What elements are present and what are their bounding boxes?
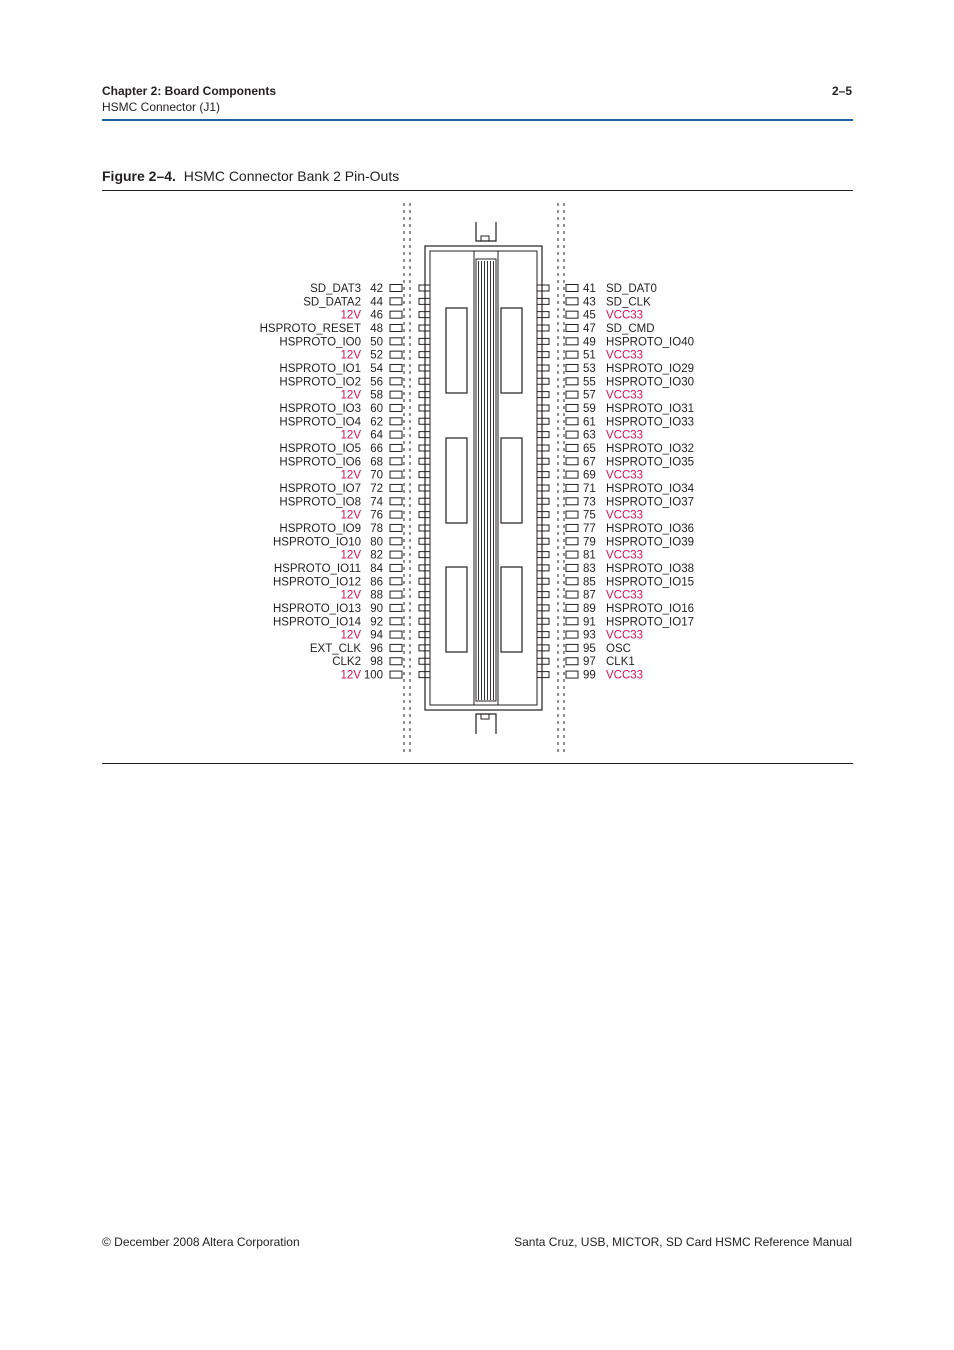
footer-copyright: © December 2008 Altera Corporation [102,1235,300,1249]
pin-stub [537,378,549,384]
pin-pad [390,618,402,625]
bottom-key [476,714,496,734]
pin-pad [390,458,402,465]
pin-pad [390,311,402,318]
pin-number: 59 [583,402,596,415]
pin-pad [566,298,578,305]
pin-number: 68 [370,456,383,469]
pin-pad [566,391,578,398]
connector-window [501,438,522,523]
pin-signal-name: HSPROTO_IO6 [279,456,361,469]
bottom-key-notch [481,714,489,719]
pin-signal-name: VCC33 [606,549,644,562]
pin-pad [390,471,402,478]
pin-signal-name: HSPROTO_IO8 [279,496,361,509]
pin-number: 62 [370,416,383,429]
pin-number: 48 [370,322,383,335]
pin-signal-name: HSPROTO_IO4 [279,416,361,429]
pin-pad [566,404,578,411]
pin-signal-name: VCC33 [606,469,644,482]
pin-signal-name: HSPROTO_IO37 [606,496,694,509]
connector-window [446,308,467,393]
figure-title: HSMC Connector Bank 2 Pin-Outs [183,168,400,184]
pin-signal-name: 12V [340,309,361,322]
pin-signal-name: HSPROTO_IO2 [279,376,361,389]
pin-stub [537,658,549,664]
pin-pad [566,591,578,598]
pin-number: 92 [370,616,383,629]
page-number: 2–5 [831,84,852,98]
pin-signal-name: HSPROTO_IO16 [606,602,694,615]
pin-signal-name: EXT_CLK [309,642,361,655]
pin-signal-name: HSPROTO_IO11 [273,562,361,575]
pin-signal-name: HSPROTO_IO40 [606,336,694,349]
pin-number: 47 [583,322,596,335]
pin-signal-name: VCC33 [606,589,644,602]
pin-pad [566,471,578,478]
pin-pad [566,484,578,491]
pin-pad [390,578,402,585]
pin-number: 45 [583,309,596,322]
pin-number: 64 [370,429,383,442]
section-title: HSMC Connector (J1) [102,100,221,114]
pin-signal-name: SD_DAT3 [310,283,361,295]
pin-pad [390,338,402,345]
chapter-title: Chapter 2: Board Components [102,84,277,98]
pin-pad [566,551,578,558]
pin-signal-name: HSPROTO_IO35 [606,456,694,469]
pin-pad [390,671,402,678]
pin-number: 53 [583,362,596,375]
pin-number: 70 [370,469,383,482]
pin-signal-name: CLK1 [606,656,635,669]
pin-signal-name: 12V [340,429,361,442]
pin-signal-name: HSPROTO_IO0 [279,336,361,349]
pin-number: 76 [370,509,383,522]
pin-number: 100 [363,669,383,682]
pin-stub [537,418,549,424]
pin-pad [566,524,578,531]
pin-pad [566,564,578,571]
pin-pad [390,511,402,518]
pin-number: 93 [583,629,596,642]
pin-number: 73 [583,496,596,509]
pin-pad [390,404,402,411]
pin-stub [537,605,549,611]
pin-number: 67 [583,456,596,469]
pin-number: 65 [583,442,596,455]
pin-signal-name: SD_CMD [606,322,655,335]
pin-stub [537,552,549,558]
pin-signal-name: VCC33 [606,429,644,442]
pin-signal-name: HSPROTO_IO34 [606,482,694,495]
pin-pad [390,524,402,531]
pin-signal-name: VCC33 [606,349,644,362]
pin-stub [537,325,549,331]
pin-number: 61 [583,416,596,429]
pin-stub [537,512,549,518]
pin-pad [390,298,402,305]
pin-signal-name: HSPROTO_IO31 [606,402,694,415]
pin-stub [537,458,549,464]
connector-window [501,567,522,652]
pin-signal-name: HSPROTO_IO15 [606,576,694,589]
pin-signal-name: VCC33 [606,629,644,642]
pin-number: 99 [583,669,596,682]
pin-stub [537,578,549,584]
pin-stub [537,338,549,344]
pin-stub [537,672,549,678]
pin-pad [390,551,402,558]
pin-pad [566,338,578,345]
pin-number: 84 [370,562,383,575]
pin-signal-name: VCC33 [606,669,644,682]
pin-pad [390,285,402,292]
pin-stub [537,405,549,411]
pin-number: 72 [370,482,383,495]
pin-stub [537,298,549,304]
pin-signal-name: HSPROTO_IO30 [606,376,694,389]
pin-stub [537,538,549,544]
pin-pad [566,324,578,331]
footer-manual-title: Santa Cruz, USB, MICTOR, SD Card HSMC Reference Manual [514,1235,852,1249]
center-blade-inner [476,259,496,701]
pin-number: 51 [583,349,596,362]
pin-pad [566,644,578,651]
pin-signal-name: 12V [340,389,361,402]
pin-stub [537,445,549,451]
pin-number: 63 [583,429,596,442]
pin-signal-name: VCC33 [606,509,644,522]
pin-stub [537,632,549,638]
pin-pad [566,378,578,385]
pin-number: 60 [370,402,383,415]
figure-bottom-rule [102,763,853,764]
pin-pad [390,391,402,398]
pin-number: 80 [370,536,383,549]
pin-stub [537,618,549,624]
pin-pad [390,604,402,611]
pin-signal-name: SD_CLK [606,296,651,309]
pin-signal-name: OSC [606,642,631,655]
pin-signal-name: HSPROTO_IO12 [273,576,361,589]
pin-pad [390,538,402,545]
figure-number: Figure 2–4. [102,168,176,184]
pin-signal-name: 12V [340,349,361,362]
pin-signal-name: HSPROTO_IO3 [279,402,361,415]
pin-number: 41 [583,283,596,295]
pin-number: 55 [583,376,596,389]
pin-stub [537,365,549,371]
pin-pad [390,444,402,451]
pin-pad [566,498,578,505]
pin-number: 91 [583,616,596,629]
pin-pad [566,418,578,425]
pin-number: 52 [370,349,383,362]
pin-signal-name: HSPROTO_IO39 [606,536,694,549]
pin-signal-name: HSPROTO_IO5 [279,442,361,455]
connector-window [446,438,467,523]
pin-signal-name: VCC33 [606,309,644,322]
pin-stub [537,472,549,478]
pin-number: 87 [583,589,596,602]
pin-signal-name: VCC33 [606,389,644,402]
pin-number: 82 [370,549,383,562]
top-key [476,222,496,241]
pin-pad [566,618,578,625]
top-key-notch [481,236,489,241]
connector-outer-body [425,246,542,710]
pin-signal-name: HSPROTO_IO13 [273,602,361,615]
pin-pad [566,458,578,465]
pin-pad [390,631,402,638]
pin-number: 66 [370,442,383,455]
pin-stub [537,285,549,291]
pin-signal-name: HSPROTO_IO1 [279,362,361,375]
pin-number: 97 [583,656,596,669]
pin-pad [390,324,402,331]
pin-number: 75 [583,509,596,522]
pin-signal-name: HSPROTO_IO9 [279,522,361,535]
pin-signal-name: HSPROTO_IO32 [606,442,694,455]
pin-number: 56 [370,376,383,389]
pin-number: 78 [370,522,383,535]
pin-pad [566,351,578,358]
pin-number: 43 [583,296,596,309]
pin-number: 58 [370,389,383,402]
pin-number: 81 [583,549,596,562]
pin-list [260,283,695,682]
pin-stub [537,432,549,438]
pin-number: 90 [370,602,383,615]
pin-pad [390,484,402,491]
pin-signal-name: HSPROTO_IO38 [606,562,694,575]
pin-stub [537,565,549,571]
pin-signal-name: HSPROTO_IO17 [606,616,694,629]
pin-stub [537,312,549,318]
pin-number: 50 [370,336,383,349]
pin-pad [390,591,402,598]
pin-number: 57 [583,389,596,402]
pin-number: 83 [583,562,596,575]
pin-pad [566,364,578,371]
pin-signal-name: 12V [340,589,361,602]
pin-signal-name: 12V [340,469,361,482]
pin-signal-name: 12V [340,549,361,562]
pin-stub [537,392,549,398]
pin-pad [390,364,402,371]
pin-signal-name: 12V [340,509,361,522]
pin-number: 69 [583,469,596,482]
pin-pad [566,285,578,292]
pin-signal-name: 12V [340,669,361,682]
pin-number: 74 [370,496,383,509]
pin-number: 77 [583,522,596,535]
pin-signal-name: CLK2 [332,656,361,669]
pin-number: 49 [583,336,596,349]
pin-pad [390,658,402,665]
pin-pad [566,431,578,438]
pin-pad [390,564,402,571]
pin-stub [537,498,549,504]
pin-signal-name: 12V [340,629,361,642]
pin-pad [566,671,578,678]
center-blade [474,251,498,705]
pin-number: 46 [370,309,383,322]
pin-pad [390,644,402,651]
pin-number: 44 [370,296,383,309]
pin-number: 95 [583,642,596,655]
pin-signal-name: HSPROTO_IO7 [279,482,361,495]
pin-pad [566,631,578,638]
pin-number: 88 [370,589,383,602]
pin-stub [537,525,549,531]
pin-number: 98 [370,656,383,669]
pin-number: 85 [583,576,596,589]
connector-window [501,308,522,393]
pin-pad [566,511,578,518]
pin-pad [390,418,402,425]
pin-pad [390,498,402,505]
pin-pad [566,604,578,611]
pin-signal-name: HSPROTO_RESET [259,322,361,335]
pin-stub [537,592,549,598]
pin-number: 42 [370,283,383,295]
pin-pad [566,444,578,451]
pin-number: 79 [583,536,596,549]
pin-stub [537,485,549,491]
pin-signal-name: SD_DAT0 [606,283,657,295]
pin-pad [566,658,578,665]
pin-pad [390,378,402,385]
pin-stub [537,352,549,358]
pin-signal-name: HSPROTO_IO36 [606,522,694,535]
pin-pad [390,431,402,438]
pin-number: 96 [370,642,383,655]
pin-number: 54 [370,362,383,375]
pin-stub [537,645,549,651]
pin-signal-name: SD_DATA2 [303,296,361,309]
pin-pad [566,538,578,545]
pin-number: 94 [370,629,383,642]
pin-signal-name: HSPROTO_IO33 [606,416,694,429]
pin-number: 71 [583,482,596,495]
pin-signal-name: HSPROTO_IO10 [273,536,361,549]
pin-pad [566,311,578,318]
pin-signal-name: HSPROTO_IO14 [273,616,361,629]
pin-number: 89 [583,602,596,615]
pin-pad [566,578,578,585]
pin-signal-name: HSPROTO_IO29 [606,362,694,375]
pin-number: 86 [370,576,383,589]
connector-window [446,567,467,652]
pin-pad [390,351,402,358]
